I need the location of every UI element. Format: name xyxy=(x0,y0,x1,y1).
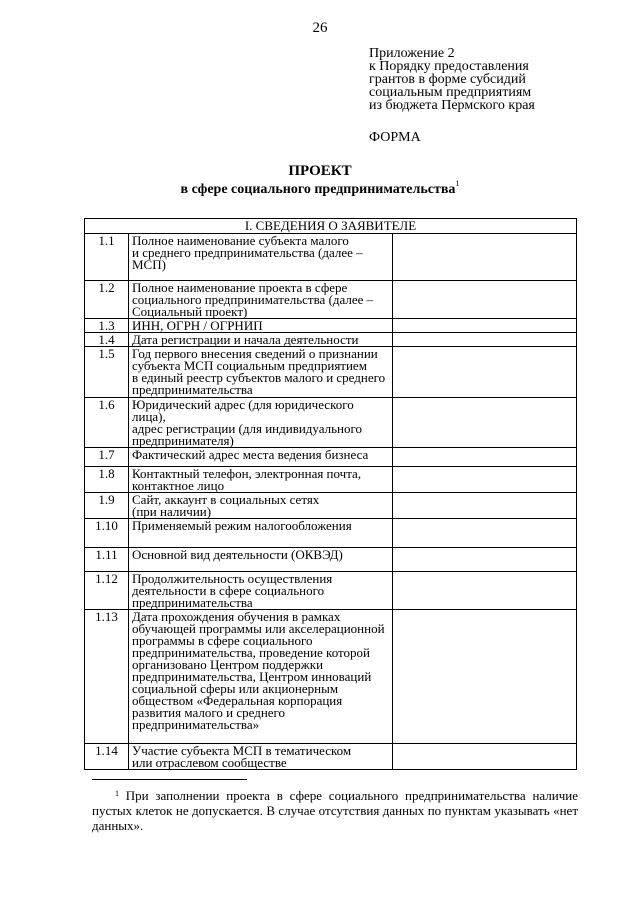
table-row xyxy=(85,467,577,493)
row-label-line: контактное лицо xyxy=(132,478,225,493)
row-label xyxy=(129,572,393,610)
row-label-line: в единый реестр субъектов малого и среднего xyxy=(132,370,386,385)
page-number: 26 xyxy=(312,20,328,36)
appendix-block xyxy=(369,47,535,112)
table-row xyxy=(85,281,577,319)
row-label xyxy=(129,281,393,319)
row-number: 1.5 xyxy=(85,347,129,398)
table-row xyxy=(85,744,577,770)
table-row xyxy=(85,347,577,398)
footnote xyxy=(92,788,578,833)
table-row xyxy=(85,398,577,448)
row-label-line: Дата прохождения обучения в рамках xyxy=(132,609,341,624)
section-header-row xyxy=(85,219,577,234)
appendix-line: к Порядку предоставления xyxy=(369,59,529,74)
appendix-line: Приложение 2 xyxy=(369,46,455,61)
row-number: 1.4 xyxy=(85,333,129,347)
row-label-line: предпринимательства xyxy=(132,595,253,610)
row-value-cell[interactable] xyxy=(393,347,577,398)
appendix-line: грантов в форме субсидий xyxy=(369,72,526,87)
row-label xyxy=(129,493,393,519)
row-label-line: Юридический адрес (для юридического лица), xyxy=(132,397,354,424)
row-label xyxy=(129,347,393,398)
row-label-line: Дата регистрации и начала деятельности xyxy=(132,332,359,347)
row-number: 1.6 xyxy=(85,398,129,448)
row-value-cell[interactable] xyxy=(393,319,577,333)
row-value-cell[interactable] xyxy=(393,234,577,281)
table-row xyxy=(85,333,577,347)
table-row xyxy=(85,448,577,467)
row-label-line: предпринимателя) xyxy=(132,433,234,448)
row-number: 1.14 xyxy=(85,744,129,770)
row-label xyxy=(129,333,393,347)
row-label-line: организовано Центром поддержки xyxy=(132,657,324,672)
row-number: 1.8 xyxy=(85,467,129,493)
row-label-line: или отраслевом сообществе xyxy=(132,755,287,770)
table-row xyxy=(85,234,577,281)
row-label xyxy=(129,519,393,548)
row-label-line: предпринимательства» xyxy=(132,717,260,732)
row-label-line: предпринимательства, проведение которой xyxy=(132,645,371,660)
row-value-cell[interactable] xyxy=(393,493,577,519)
row-label-line: обучающей программы или акселерационной xyxy=(132,621,385,636)
row-number: 1.13 xyxy=(85,610,129,744)
row-label xyxy=(129,467,393,493)
row-label-line: предпринимательства xyxy=(132,382,253,397)
row-label xyxy=(129,548,393,572)
row-label-line: развития малого и среднего xyxy=(132,705,286,720)
row-value-cell[interactable] xyxy=(393,744,577,770)
row-number: 1.1 xyxy=(85,234,129,281)
row-label-line: Полное наименование проекта в сфере xyxy=(132,280,348,295)
footnote-text: При заполнении проекта в сфере социального предпринимательства наличие пустых клеток не допускается. В случае отсутствия данных по пунктам указывать «нет данных». xyxy=(92,788,578,833)
document-subtitle xyxy=(0,179,640,198)
row-value-cell[interactable] xyxy=(393,467,577,493)
row-value-cell[interactable] xyxy=(393,519,577,548)
table-row xyxy=(85,610,577,744)
row-label-line: адрес регистрации (для индивидуального xyxy=(132,421,363,436)
row-label-line: Фактический адрес места ведения бизнеса xyxy=(132,447,369,462)
row-label-line: социальной сферы или акционерным xyxy=(132,681,339,696)
row-label-line: предпринимательства, Центром инноваций xyxy=(132,669,372,684)
row-label-line: Полное наименование субъекта малого xyxy=(132,233,349,248)
row-label-line: обществом «Федеральная корпорация xyxy=(132,693,343,708)
row-number: 1.2 xyxy=(85,281,129,319)
table-row xyxy=(85,319,577,333)
row-label-line: (при наличии) xyxy=(132,504,212,519)
row-label-line: и среднего предпринимательства (далее – xyxy=(132,245,363,260)
row-label-line: Применяемый режим налогообложения xyxy=(132,518,352,533)
row-value-cell[interactable] xyxy=(393,398,577,448)
row-label-line: Контактный телефон, электронная почта, xyxy=(132,466,362,481)
row-value-cell[interactable] xyxy=(393,281,577,319)
row-label-line: Основной вид деятельности (ОКВЭД) xyxy=(132,547,343,562)
table-row xyxy=(85,519,577,548)
row-label-line: субъекта МСП социальным предприятием xyxy=(132,358,367,373)
subtitle-text: в сфере социального предпринимательства xyxy=(180,182,456,197)
appendix-line: из бюджета Пермского края xyxy=(369,98,535,113)
row-value-cell[interactable] xyxy=(393,548,577,572)
row-label xyxy=(129,234,393,281)
table-row xyxy=(85,493,577,519)
row-number: 1.12 xyxy=(85,572,129,610)
row-label-line: Социальный проект) xyxy=(132,304,248,319)
row-label-line: Сайт, аккаунт в социальных сетях xyxy=(132,492,320,507)
section-header: I. СВЕДЕНИЯ О ЗАЯВИТЕЛЕ xyxy=(85,219,577,234)
applicant-info-table xyxy=(84,218,577,770)
footnote-separator xyxy=(92,779,247,780)
row-label xyxy=(129,398,393,448)
row-label-line: Год первого внесения сведений о признании xyxy=(132,346,378,361)
row-number: 1.7 xyxy=(85,448,129,467)
document-title: ПРОЕКТ xyxy=(288,163,352,179)
appendix-line: социальным предприятиям xyxy=(369,85,532,100)
row-number: 1.9 xyxy=(85,493,129,519)
footnote-number: 1 xyxy=(115,789,119,798)
row-number: 1.3 xyxy=(85,319,129,333)
row-label-line: МСП) xyxy=(132,257,166,272)
row-value-cell[interactable] xyxy=(393,333,577,347)
table-row xyxy=(85,572,577,610)
row-value-cell[interactable] xyxy=(393,448,577,467)
table-row xyxy=(85,548,577,572)
row-value-cell[interactable] xyxy=(393,610,577,744)
row-label-line: ИНН, ОГРН / ОГРНИП xyxy=(132,318,263,333)
row-label xyxy=(129,610,393,744)
row-number: 1.11 xyxy=(85,548,129,572)
row-value-cell[interactable] xyxy=(393,572,577,610)
row-label-line: программы в сфере социального xyxy=(132,633,313,648)
row-label-line: Продолжительность осуществления xyxy=(132,571,333,586)
row-label xyxy=(129,744,393,770)
form-label: ФОРМА xyxy=(369,130,421,145)
row-label-line: социального предпринимательства (далее – xyxy=(132,292,374,307)
row-label-line: деятельности в сфере социального xyxy=(132,583,325,598)
row-label-line: Участие субъекта МСП в тематическом xyxy=(132,743,352,758)
footnote-marker: 1 xyxy=(455,179,460,188)
row-label xyxy=(129,319,393,333)
row-number: 1.10 xyxy=(85,519,129,548)
row-label xyxy=(129,448,393,467)
